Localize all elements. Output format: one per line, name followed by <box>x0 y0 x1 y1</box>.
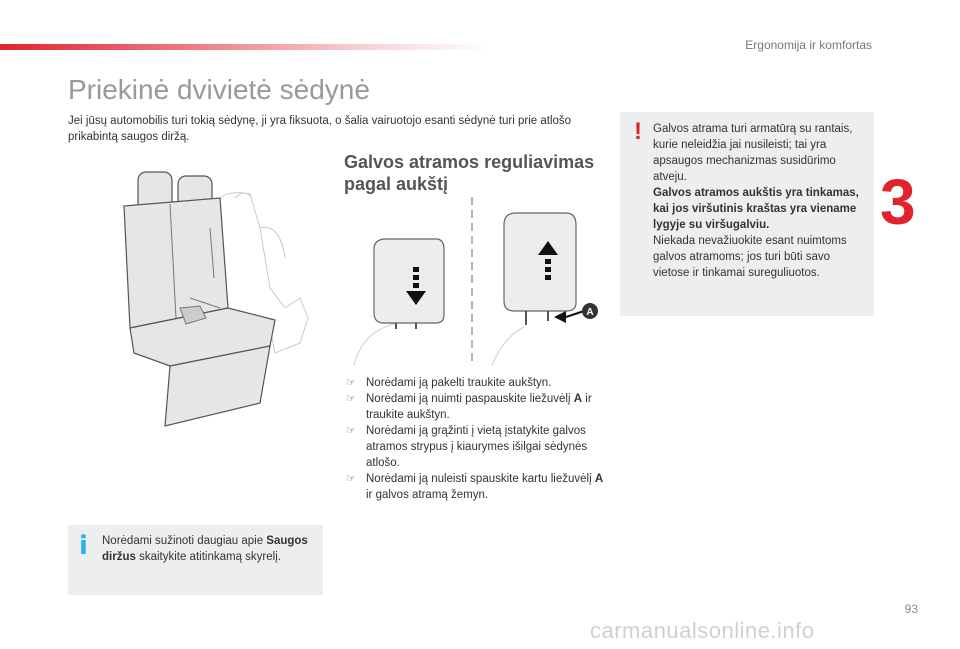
page-number: 93 <box>904 602 918 616</box>
step-text: Norėdami ją nuimti paspauskite liežuvėlį <box>366 393 574 405</box>
info-link-seatbelts: Saugos diržus <box>102 535 308 563</box>
info-icon: i <box>79 531 88 561</box>
step-item <box>344 375 604 391</box>
headrest-steps-list <box>344 375 604 503</box>
page-title: Priekinė dvivietė sėdynė <box>68 74 370 105</box>
headrest-adjust-illustration <box>344 197 599 365</box>
info-text-post: skaitykite atitinkamą skyrelį. <box>135 551 281 563</box>
watermark: carmanualsonline.info <box>590 618 815 643</box>
bench-seat-illustration <box>110 168 310 430</box>
pointer-bullet-icon: ☞ <box>346 473 356 485</box>
info-text-pre: Norėdami sužinoti daugiau apie <box>102 535 267 547</box>
step-item <box>344 471 604 503</box>
step-item <box>344 423 604 471</box>
warning-box <box>620 112 874 316</box>
warning-line: Galvos atrama turi armatūrą su rantais, kurie neleidžia jai nusileisti; tai yra apsaugos mechanizmas susidūrimo atveju. <box>653 123 853 183</box>
pointer-bullet-icon: ☞ <box>346 425 356 437</box>
step-text: ir traukite aukštyn. <box>366 393 592 421</box>
chapter-number: 3 <box>880 166 916 238</box>
pointer-bullet-icon: ☞ <box>346 393 356 405</box>
warning-line: Niekada nevažiuokite esant nuimtoms galvos atramoms; jos turi būti savo vietose ir tinkamai sureguliuotos. <box>653 235 847 279</box>
section-title: Ergonomija ir komfortas <box>745 38 872 52</box>
warning-icon: ! <box>634 118 642 145</box>
step-item <box>344 391 604 423</box>
header-accent-bar <box>0 44 490 50</box>
step-text: Norėdami ją pakelti traukite aukštyn. <box>366 377 552 389</box>
step-tab-ref: A <box>573 393 583 405</box>
warning-text <box>653 121 867 281</box>
pointer-bullet-icon: ☞ <box>346 377 356 389</box>
step-tab-ref: A <box>594 473 604 485</box>
step-text: Norėdami ją grąžinti į vietą įstatykite galvos atramos strypus į kiaurymes išilgai sėdynės atlošo. <box>366 425 588 469</box>
intro-text: Jei jūsų automobilis turi tokią sėdynę, ji yra fiksuota, o šalia vairuotojo esanti sėdynė turi prie atlošo prikabintą saugos diržą. <box>68 115 572 143</box>
info-text <box>102 533 314 565</box>
step-text: ir galvos atramą žemyn. <box>366 489 489 501</box>
headrest-section-title: Galvos atramos reguliavimas pagal aukštį <box>344 152 595 194</box>
step-text: Norėdami ją nuleisti spauskite kartu liežuvėlį <box>366 473 595 485</box>
warning-line-bold: Galvos atramos aukštis yra tinkamas, kai jos viršutinis kraštas yra viename lygyje su viršugalviu. <box>653 187 859 231</box>
info-box <box>68 525 323 595</box>
tab-a-label: A <box>586 307 594 318</box>
